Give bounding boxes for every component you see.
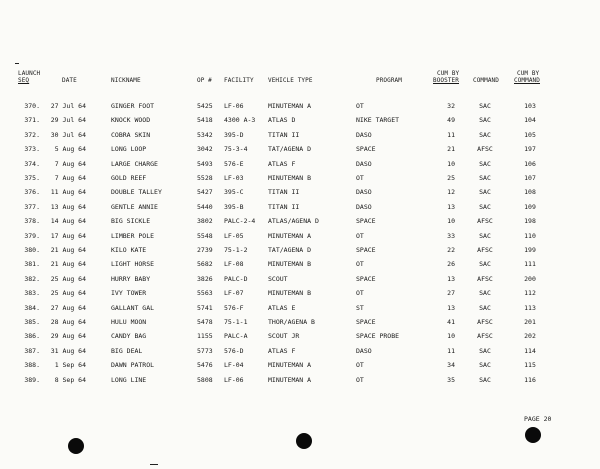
cell-veh: ATLAS D [268,116,296,125]
cell-date: 29 Aug 64 [50,332,86,341]
cell-veh: TITAN II [268,130,300,139]
cell-prog: OT [356,289,364,298]
cell-nick: GALLANT GAL [111,303,155,312]
header-launch: LAUNCH [18,70,41,77]
cell-seq: 386. [24,332,40,341]
cell-cmd: SAC [479,130,491,139]
cell-nick: IVY TOWER [111,289,147,298]
cell-seq: 384. [24,303,40,312]
cell-op: 5682 [197,260,213,269]
header-op: OP # [197,77,212,84]
cell-boost: 25 [447,174,455,182]
cell-boost: 33 [447,231,455,240]
header-seq: SEQ [18,77,30,84]
cell-boost: 13 [447,303,455,312]
table-row [0,316,600,328]
header-date: DATE [62,77,77,84]
cell-fac: LF-03 [224,174,244,182]
cell-op: 5418 [197,116,213,125]
header-nickname: NICKNAME [111,77,141,84]
cell-prog: OT [356,375,364,384]
table-row [0,302,600,314]
cell-nick: COBRA SKIN [111,130,151,139]
cell-nick: LONG LOOP [111,145,147,154]
table-row [0,230,600,242]
header-launch-seq [18,70,40,84]
cell-cmd2: 202 [524,332,536,341]
cell-date: 25 Aug 64 [50,289,86,298]
cell-nick: KILO KATE [111,246,147,254]
cell-nick: HULU MOON [111,318,147,326]
cell-date: 28 Aug 64 [50,318,86,326]
cell-op: 5478 [197,318,213,326]
cell-cmd2: 201 [524,318,536,326]
cell-seq: 377. [24,202,40,211]
cell-veh: MINUTEMAN A [268,102,312,110]
table-row [0,359,600,371]
cell-boost: 27 [447,289,455,298]
cell-veh: MINUTEMAN B [268,174,312,182]
cell-cmd: SAC [479,375,491,384]
cell-op: 2739 [197,246,213,254]
cell-cmd: AFSC [477,217,493,226]
cell-boost: 26 [447,260,455,269]
cell-cmd2: 108 [524,188,536,197]
cell-boost: 22 [447,246,455,254]
cell-seq: 370. [24,102,40,110]
cell-seq: 373. [24,145,40,154]
cell-fac: LF-05 [224,231,244,240]
cell-seq: 385. [24,318,40,326]
cell-prog: OT [356,102,364,110]
cell-date: 27 Aug 64 [50,303,86,312]
header-vehicle: VEHICLE TYPE [268,77,313,84]
cell-date: 5 Aug 64 [54,145,86,154]
cell-prog: SPACE [356,145,376,154]
cell-veh: TAT/AGENA D [268,246,312,254]
cell-seq: 372. [24,130,40,139]
cell-op: 5440 [197,202,213,211]
header-cum-by: CUM BY [437,70,460,77]
cell-boost: 41 [447,318,455,326]
cell-prog: OT [356,361,364,370]
cell-veh: MINUTEMAN B [268,289,312,298]
cell-fac: 576-D [224,346,244,355]
table-row [0,114,600,126]
table-row [0,258,600,270]
cell-boost: 10 [447,217,455,226]
table-row [0,287,600,299]
cell-date: 13 Aug 64 [50,202,86,211]
cell-cmd: SAC [479,361,491,370]
cell-seq: 371. [24,116,40,125]
cell-op: 3826 [197,274,213,283]
cell-seq: 376. [24,188,40,197]
cell-boost: 34 [447,361,455,370]
cell-boost: 10 [447,159,455,168]
cell-cmd: AFSC [477,332,493,341]
cell-cmd2: 200 [524,274,536,283]
cell-fac: 395-D [224,130,244,139]
cell-op: 5528 [197,174,213,182]
cell-cmd: SAC [479,231,491,240]
header-command-2: COMMAND [514,77,540,84]
cell-cmd2: 107 [524,174,536,182]
cell-cmd2: 106 [524,159,536,168]
cell-veh: TAT/AGENA D [268,145,312,154]
cell-nick: GINGER FOOT [111,102,155,110]
bottom-mark [150,464,158,465]
cell-nick: LIGHT HORSE [111,260,155,269]
cell-op: 5342 [197,130,213,139]
header-booster: BOOSTER [433,77,459,84]
cell-seq: 374. [24,159,40,168]
cell-cmd: AFSC [477,145,493,154]
cell-cmd2: 197 [524,145,536,154]
cell-fac: PALC-A [224,332,248,341]
cell-op: 5427 [197,188,213,197]
table-row [0,186,600,198]
cell-cmd: SAC [479,289,491,298]
cell-fac: 576-F [224,303,244,312]
cell-date: 7 Aug 64 [54,174,86,182]
cell-cmd2: 104 [524,116,536,125]
cell-op: 3802 [197,217,213,226]
cell-date: 7 Aug 64 [54,159,86,168]
cell-date: 11 Aug 64 [50,188,86,197]
cell-date: 25 Aug 64 [50,274,86,283]
cell-cmd2: 198 [524,217,536,226]
table-row [0,345,600,357]
cell-op: 5773 [197,346,213,355]
cell-nick: CANDY BAG [111,332,147,341]
cell-prog: DASO [356,130,372,139]
cell-prog: SPACE [356,274,376,283]
table-row [0,129,600,141]
cell-prog: DASO [356,188,372,197]
cell-cmd: SAC [479,303,491,312]
cell-prog: DASO [356,346,372,355]
cell-nick: BIG DEAL [111,346,143,355]
cell-cmd: AFSC [477,246,493,254]
cell-date: 30 Jul 64 [50,130,86,139]
cell-seq: 378. [24,217,40,226]
cell-cmd: SAC [479,260,491,269]
cell-nick: GENTLE ANNIE [111,202,158,211]
cell-fac: PALC-2-4 [224,217,256,226]
cell-nick: KNOCK WOOD [111,116,151,125]
cell-op: 5493 [197,159,213,168]
cell-op: 3042 [197,145,213,154]
header-program: PROGRAM [376,77,402,84]
cell-veh: TITAN II [268,188,300,197]
page-number: PAGE 20 [524,415,552,423]
binder-hole-left [68,438,84,454]
table-row [0,100,600,112]
cell-nick: LONG LINE [111,375,147,384]
cell-boost: 35 [447,375,455,384]
cell-seq: 389. [24,375,40,384]
cell-fac: LF-06 [224,375,244,384]
table-row [0,374,600,386]
cell-seq: 379. [24,231,40,240]
table-row [0,172,600,184]
cell-fac: LF-06 [224,102,244,110]
header-cum-booster [433,70,459,84]
header-cum-by-2: CUM BY [517,70,540,77]
cell-fac: 75-1-2 [224,246,248,254]
corner-mark [15,63,19,64]
cell-cmd2: 113 [524,303,536,312]
cell-cmd2: 103 [524,102,536,110]
cell-prog: SPACE [356,217,376,226]
cell-fac: 576-E [224,159,244,168]
cell-nick: HURRY BABY [111,274,151,283]
cell-boost: 21 [447,145,455,154]
cell-cmd: SAC [479,174,491,182]
cell-veh: TITAN II [268,202,300,211]
cell-nick: LIMBER POLE [111,231,155,240]
cell-boost: 12 [447,188,455,197]
cell-cmd: SAC [479,102,491,110]
cell-fac: 395-B [224,202,244,211]
cell-date: 17 Aug 64 [50,231,86,240]
cell-date: 14 Aug 64 [50,217,86,226]
cell-cmd2: 115 [524,361,536,370]
binder-hole-center [296,433,312,449]
cell-date: 31 Aug 64 [50,346,86,355]
table-row [0,143,600,155]
cell-op: 5563 [197,289,213,298]
cell-cmd: SAC [479,159,491,168]
cell-nick: LARGE CHARGE [111,159,158,168]
cell-fac: PALC-D [224,274,248,283]
cell-prog: SPACE PROBE [356,332,400,341]
cell-prog: DASO [356,159,372,168]
cell-nick: DAWN PATROL [111,361,155,370]
cell-fac: LF-04 [224,361,244,370]
cell-cmd: AFSC [477,274,493,283]
cell-veh: SCOUT [268,274,288,283]
cell-prog: OT [356,174,364,182]
cell-cmd2: 105 [524,130,536,139]
cell-cmd: SAC [479,346,491,355]
cell-veh: MINUTEMAN B [268,260,312,269]
cell-seq: 381. [24,260,40,269]
cell-fac: 75-1-1 [224,318,248,326]
cell-fac: LF-07 [224,289,244,298]
header-facility: FACILITY [224,77,254,84]
cell-nick: GOLD REEF [111,174,147,182]
header-cum-command [514,70,540,84]
cell-veh: MINUTEMAN A [268,231,312,240]
cell-boost: 32 [447,102,455,110]
cell-date: 8 Sep 64 [54,375,86,384]
cell-seq: 380. [24,246,40,254]
cell-veh: MINUTEMAN A [268,361,312,370]
table-row [0,158,600,170]
cell-date: 21 Aug 64 [50,246,86,254]
cell-prog: NIKE TARGET [356,116,400,125]
header-command: COMMAND [473,77,499,84]
cell-op: 5548 [197,231,213,240]
cell-nick: BIG SICKLE [111,217,151,226]
cell-cmd: AFSC [477,318,493,326]
cell-op: 5425 [197,102,213,110]
cell-op: 5741 [197,303,213,312]
cell-cmd: SAC [479,116,491,125]
cell-prog: SPACE [356,318,376,326]
cell-seq: 375. [24,174,40,182]
cell-boost: 11 [447,346,455,355]
cell-cmd2: 109 [524,202,536,211]
cell-prog: SPACE [356,246,376,254]
cell-op: 5476 [197,361,213,370]
table-row [0,244,600,256]
cell-veh: MINUTEMAN A [268,375,312,384]
table-row [0,330,600,342]
cell-boost: 11 [447,130,455,139]
cell-cmd2: 114 [524,346,536,355]
cell-date: 1 Sep 64 [54,361,86,370]
cell-seq: 382. [24,274,40,283]
table-row [0,215,600,227]
cell-cmd: SAC [479,188,491,197]
cell-seq: 388. [24,361,40,370]
cell-fac: 75-3-4 [224,145,248,154]
cell-cmd2: 112 [524,289,536,298]
cell-veh: ATLAS F [268,159,296,168]
cell-date: 29 Jul 64 [50,116,86,125]
cell-veh: ATLAS/AGENA D [268,217,319,226]
cell-op: 1155 [197,332,213,341]
table-row [0,201,600,213]
cell-cmd2: 110 [524,231,536,240]
cell-veh: ATLAS F [268,346,296,355]
binder-hole-right [525,427,541,443]
cell-prog: OT [356,260,364,269]
cell-boost: 13 [447,274,455,283]
cell-veh: ATLAS E [268,303,296,312]
cell-cmd2: 199 [524,246,536,254]
cell-boost: 10 [447,332,455,341]
cell-op: 5808 [197,375,213,384]
table-row [0,273,600,285]
cell-veh: SCOUT JR [268,332,300,341]
cell-prog: DASO [356,202,372,211]
cell-boost: 49 [447,116,455,125]
cell-boost: 13 [447,202,455,211]
cell-fac: 4300 A-3 [224,116,256,125]
cell-cmd: SAC [479,202,491,211]
cell-cmd2: 111 [524,260,536,269]
cell-fac: 395-C [224,188,244,197]
cell-prog: OT [356,231,364,240]
cell-date: 27 Jul 64 [50,102,86,110]
cell-nick: DOUBLE TALLEY [111,188,162,197]
cell-veh: THOR/AGENA B [268,318,315,326]
cell-seq: 383. [24,289,40,298]
cell-seq: 387. [24,346,40,355]
cell-prog: ST [356,303,364,312]
cell-fac: LF-08 [224,260,244,269]
cell-date: 21 Aug 64 [50,260,86,269]
cell-cmd2: 116 [524,375,536,384]
